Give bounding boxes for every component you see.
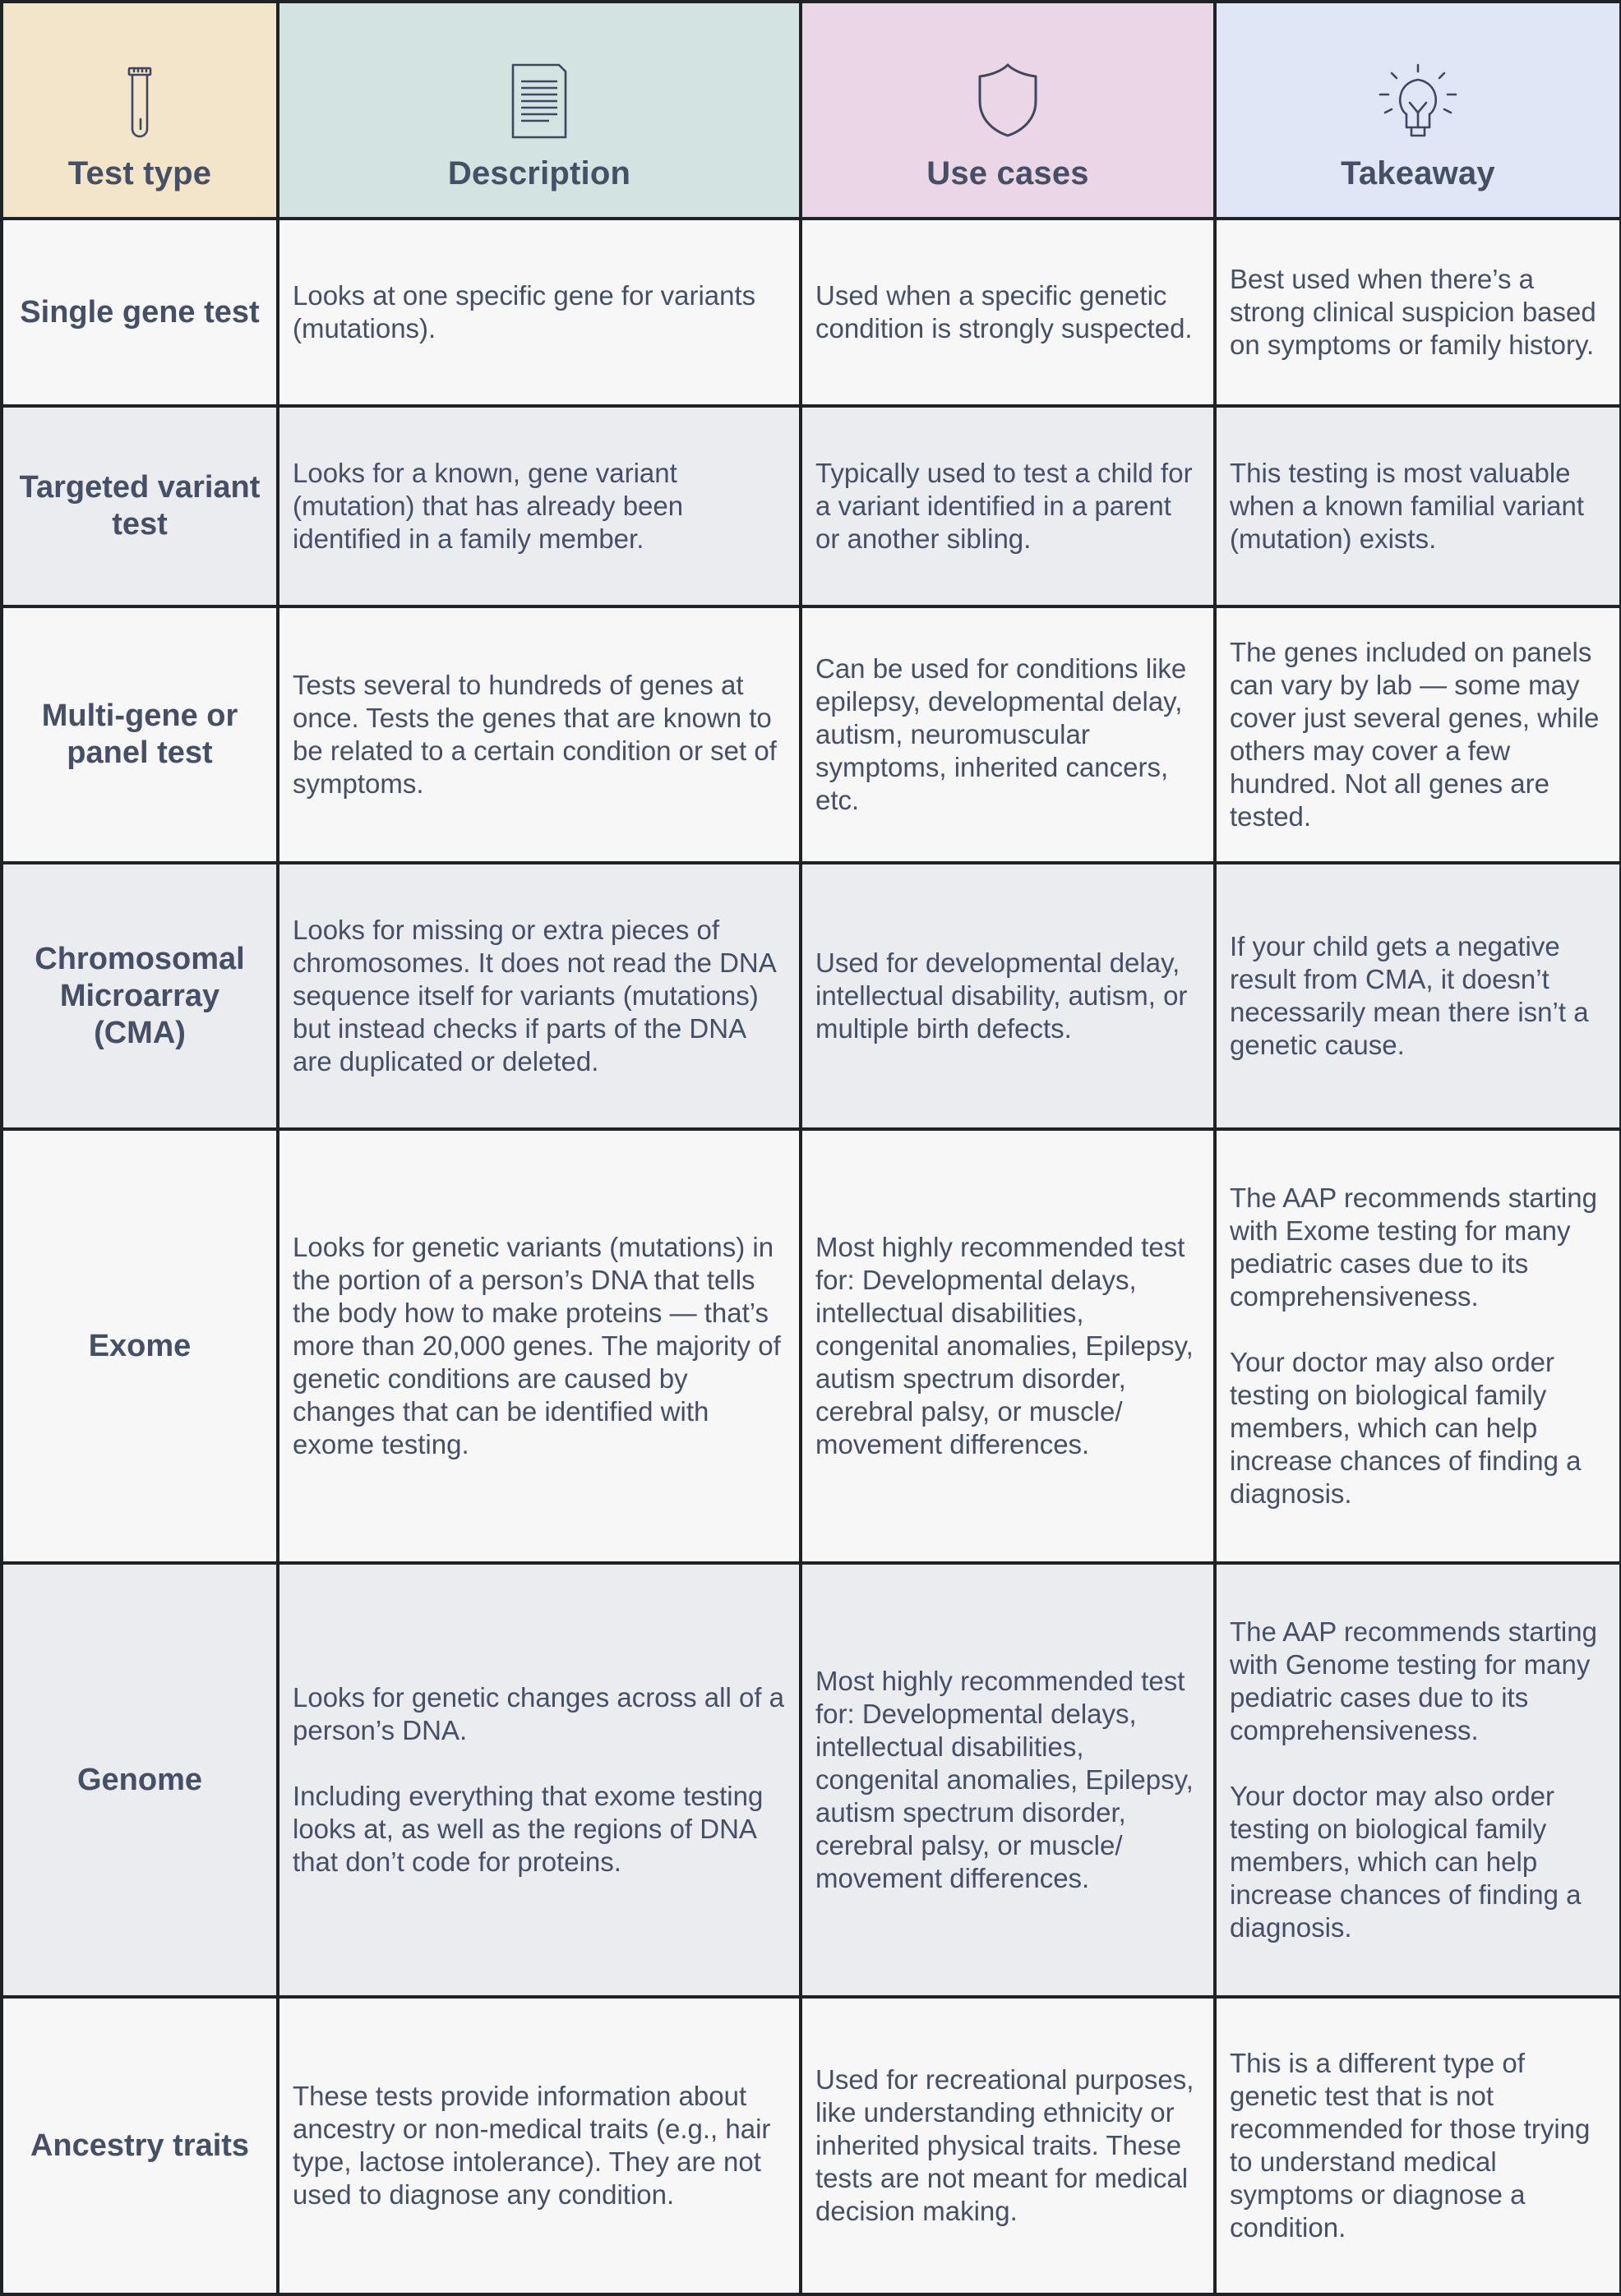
use-cases-cell: Most highly recommended test for: Developmental delays, intellectual disabilities, congenital anomalies, Epilepsy, autism spectrum disorder, cerebral palsy, or muscle/ movement differences. (801, 1563, 1215, 1997)
use-cases-cell: Can be used for conditions like epilepsy, developmental delay, autism, neuromuscular symptoms, inherited cancers, etc. (801, 606, 1215, 863)
use-cases-cell: Used when a specific genetic condition is strongly suspected. (801, 219, 1215, 406)
description-cell: Looks at one specific gene for variants (mutations). (278, 219, 801, 406)
description-cell: Looks for missing or extra pieces of chromosomes. It does not read the DNA sequence itself for variants (mutations) but instead checks if parts of the DNA are duplicated or deleted. (278, 863, 801, 1129)
table-row (2, 606, 1621, 863)
use-cases-cell: Used for recreational purposes, like understanding ethnicity or inherited physical traits. These tests are not meant for medical decision making. (801, 1997, 1215, 2294)
takeaway-cell: The AAP recommends starting with Exome testing for many pediatric cases due to its comprehensiveness. Your doctor may also order testing on biological family members, which can help increase chances of finding a diagnosis. (1215, 1129, 1621, 1563)
header-row (2, 2, 1621, 219)
lightbulb-icon (1225, 62, 1611, 141)
description-cell: Tests several to hundreds of genes at once. Tests the genes that are known to be related to a certain condition or set of symptoms. (278, 606, 801, 863)
test-type-cell: Exome (2, 1129, 278, 1563)
description-cell: Looks for a known, gene variant (mutation) that has already been identified in a family member. (278, 406, 801, 606)
header-use-cases (801, 2, 1215, 219)
test-type-cell: Single gene test (2, 219, 278, 406)
test-type-cell: Ancestry traits (2, 1997, 278, 2294)
table-row (2, 219, 1621, 406)
takeaway-cell: This testing is most valuable when a known familial variant (mutation) exists. (1215, 406, 1621, 606)
table-row (2, 1129, 1621, 1563)
header-description (278, 2, 801, 219)
takeaway-cell: Best used when there’s a strong clinical suspicion based on symptoms or family history. (1215, 219, 1621, 406)
table-row (2, 1997, 1621, 2294)
use-cases-cell: Typically used to test a child for a variant identified in a parent or another sibling. (801, 406, 1215, 606)
test-type-cell: Chromosomal Microarray (CMA) (2, 863, 278, 1129)
takeaway-cell: This is a different type of genetic test that is not recommended for those trying to understand medical symptoms or diagnose a condition. (1215, 1997, 1621, 2294)
description-cell: These tests provide information about ancestry or non-medical traits (e.g., hair type, lactose intolerance). They are not used to diagnose any condition. (278, 1997, 801, 2294)
header-label: Description (447, 155, 631, 191)
use-cases-cell: Most highly recommended test for: Developmental delays, intellectual disabilities, congenital anomalies, Epilepsy, autism spectrum disorder, cerebral palsy, or muscle/ movement differences. (801, 1129, 1215, 1563)
description-cell: Looks for genetic changes across all of a person’s DNA. Including everything that exome testing looks at, as well as the regions of DNA that don’t code for proteins. (278, 1563, 801, 1997)
test-type-cell: Targeted variant test (2, 406, 278, 606)
takeaway-cell: The genes included on panels can vary by lab — some may cover just several genes, while others may cover a few hundred. Not all genes are tested. (1215, 606, 1621, 863)
table-row (2, 406, 1621, 606)
document-icon (288, 62, 791, 141)
test-type-cell: Multi-gene or panel test (2, 606, 278, 863)
shield-icon (810, 62, 1205, 141)
header-label: Test type (67, 155, 212, 191)
header-test-type (2, 2, 278, 219)
test-type-cell: Genome (2, 1563, 278, 1997)
description-cell: Looks for genetic variants (mutations) in the portion of a person’s DNA that tells the body how to make proteins — that’s more than 20,000 genes. The majority of genetic conditions are caused by changes that can be identified with exome testing. (278, 1129, 801, 1563)
header-label: Takeaway (1341, 155, 1495, 191)
use-cases-cell: Used for developmental delay, intellectual disability, autism, or multiple birth defects. (801, 863, 1215, 1129)
takeaway-cell: If your child gets a negative result from CMA, it doesn’t necessarily mean there isn’t a genetic cause. (1215, 863, 1621, 1129)
test-tube-icon (12, 62, 268, 141)
header-takeaway (1215, 2, 1621, 219)
table-row (2, 863, 1621, 1129)
table-row (2, 1563, 1621, 1997)
takeaway-cell: The AAP recommends starting with Genome testing for many pediatric cases due to its comprehensiveness. Your doctor may also order testing on biological family members, which can help increase chances of finding a diagnosis. (1215, 1563, 1621, 1997)
header-label: Use cases (926, 155, 1089, 191)
